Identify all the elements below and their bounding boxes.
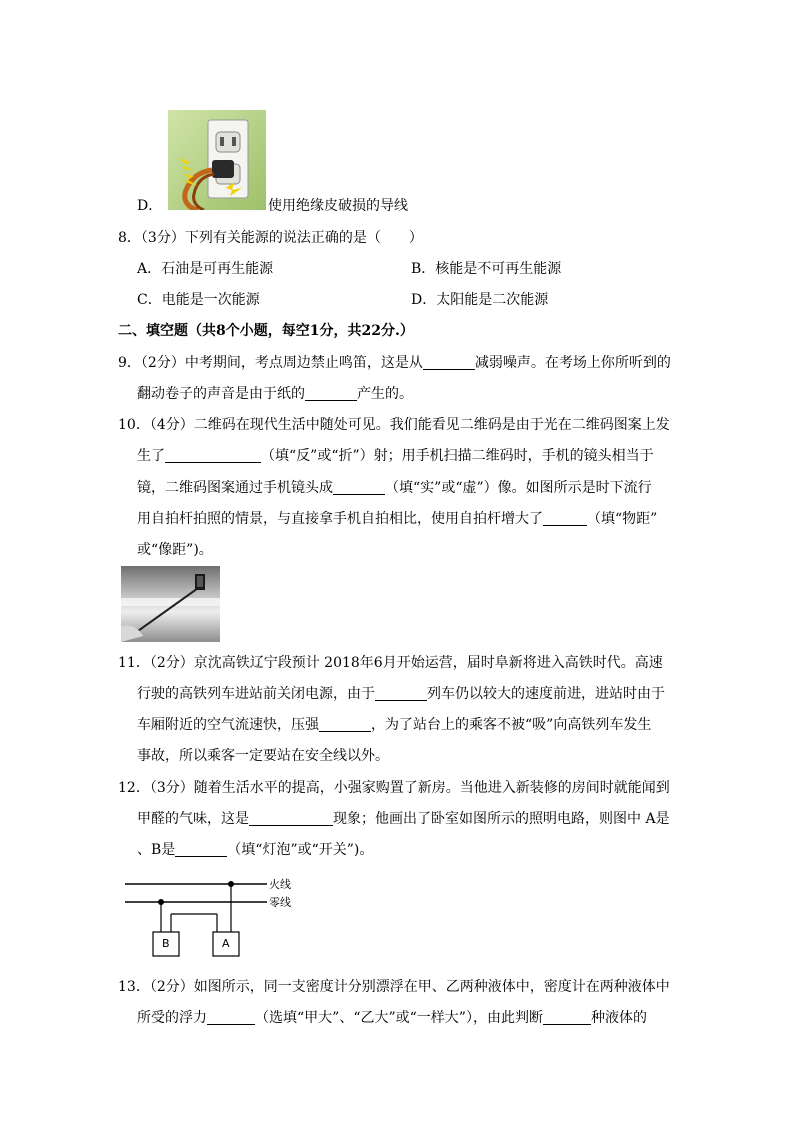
q9-text-d: 产生的。 <box>357 386 413 402</box>
q11-line-1: 11．（2分）京沈高铁辽宁段预计 2018年6月开始运营，届时阜新将进入高铁时代。高速 <box>118 655 663 671</box>
q9-line-2 <box>137 384 413 404</box>
answer-blank[interactable] <box>333 480 385 495</box>
socket-image <box>168 110 266 210</box>
q9-line-1 <box>118 353 671 373</box>
selfie-stick-image <box>121 566 220 642</box>
q12-line-1: 12．（3分）随着生活水平的提高，小强家购置了新房。当他进入新装修的房间时就能闻到 <box>118 780 670 796</box>
q10-line-4 <box>137 509 657 529</box>
answer-blank[interactable] <box>319 717 371 732</box>
q10-line-2 <box>137 446 654 466</box>
answer-blank[interactable] <box>305 386 357 401</box>
box-b-label: B <box>162 937 170 950</box>
q10-text-c: 镜，二维码图案通过手机镜头成 <box>137 480 333 496</box>
q10-text-d: （填“实”或“虚”）像。如图所示是时下流行 <box>385 480 652 496</box>
q8-option-c: C．电能是一次能源 <box>137 292 260 308</box>
box-a-label: A <box>222 937 230 950</box>
q12-text-c: 、B是 <box>137 842 176 858</box>
q11-line-2 <box>137 684 665 704</box>
q10-line-1: 10．（4分）二维码在现代生活中随处可见。我们能看见二维码是由于光在二维码图案上发 <box>118 417 670 433</box>
q11-line-4: 事故，所以乘客一定要站在安全线以外。 <box>137 748 389 764</box>
q12-line-3 <box>137 840 373 860</box>
q9-text-c: 翻动卷子的声音是由于纸的 <box>137 386 305 402</box>
q8-option-a: A．石油是可再生能源 <box>137 261 274 277</box>
answer-blank[interactable] <box>543 1010 591 1025</box>
q11-line-3 <box>137 715 651 735</box>
answer-blank[interactable] <box>423 355 475 370</box>
q13-text-b: （选填“甲大”、“乙大”或“一样大”），由此判断 <box>255 1010 543 1026</box>
circuit-diagram <box>121 870 311 960</box>
q11-text-b: 列车仍以较大的速度前进，进站时由于 <box>427 686 665 702</box>
section-heading: 二、填空题（共8个小题，每空1分，共22分.） <box>118 323 414 339</box>
q13-line-2 <box>137 1008 647 1028</box>
answer-blank[interactable] <box>165 448 261 463</box>
q9-text-b: 减弱噪声。在考场上你所听到的 <box>474 355 671 371</box>
q7-option-d-label: D． <box>137 198 163 214</box>
q10-line-5: 或“像距”)。 <box>137 542 213 558</box>
answer-blank[interactable] <box>207 1010 255 1025</box>
q10-text-f: （填“物距” <box>587 511 658 527</box>
q13-line-1: 13．（2分）如图所示，同一支密度计分别漂浮在甲、乙两种液体中，密度计在两种液体中 <box>118 979 670 995</box>
q12-line-2 <box>137 809 670 829</box>
q12-text-a: 甲醛的气味，这是 <box>137 811 249 827</box>
q11-text-c: 车厢附近的空气流速快，压强 <box>137 717 319 733</box>
q10-line-3 <box>137 478 652 498</box>
q8-option-b: B．核能是不可再生能源 <box>411 261 562 277</box>
q12-text-b: 现象；他画出了卧室如图所示的照明电路，则图中 A是 <box>333 811 670 827</box>
answer-blank[interactable] <box>175 842 227 857</box>
q13-text-a: 所受的浮力 <box>137 1010 207 1026</box>
q8-stem: 8．（3分）下列有关能源的说法正确的是（ ） <box>118 230 423 246</box>
q10-text-a: 生了 <box>137 448 165 464</box>
neutral-wire-label: 零线 <box>269 896 291 909</box>
q12-text-d: （填“灯泡”或“开关”)。 <box>227 842 374 858</box>
q10-text-e: 用自拍杆拍照的情景，与直接拿手机自拍相比，使用自拍杆增大了 <box>137 511 543 527</box>
answer-blank[interactable] <box>375 686 427 701</box>
q9-text-a: 9．（2分）中考期间，考点周边禁止鸣笛，这是从 <box>118 355 423 371</box>
live-wire-label: 火线 <box>269 878 291 891</box>
answer-blank[interactable] <box>543 511 587 526</box>
q10-text-b: （填“反”或“折”）射；用手机扫描二维码时，手机的镜头相当于 <box>261 448 654 464</box>
q11-text-d: ，为了站台上的乘客不被“吸”向高铁列车发生 <box>371 717 652 733</box>
answer-blank[interactable] <box>249 811 333 826</box>
q8-option-d: D．太阳能是二次能源 <box>411 292 549 308</box>
q11-text-a: 行驶的高铁列车进站前关闭电源，由于 <box>137 686 375 702</box>
q7-option-d-text: 使用绝缘皮破损的导线 <box>268 198 408 214</box>
q13-text-c: 种液体的 <box>590 1010 647 1026</box>
